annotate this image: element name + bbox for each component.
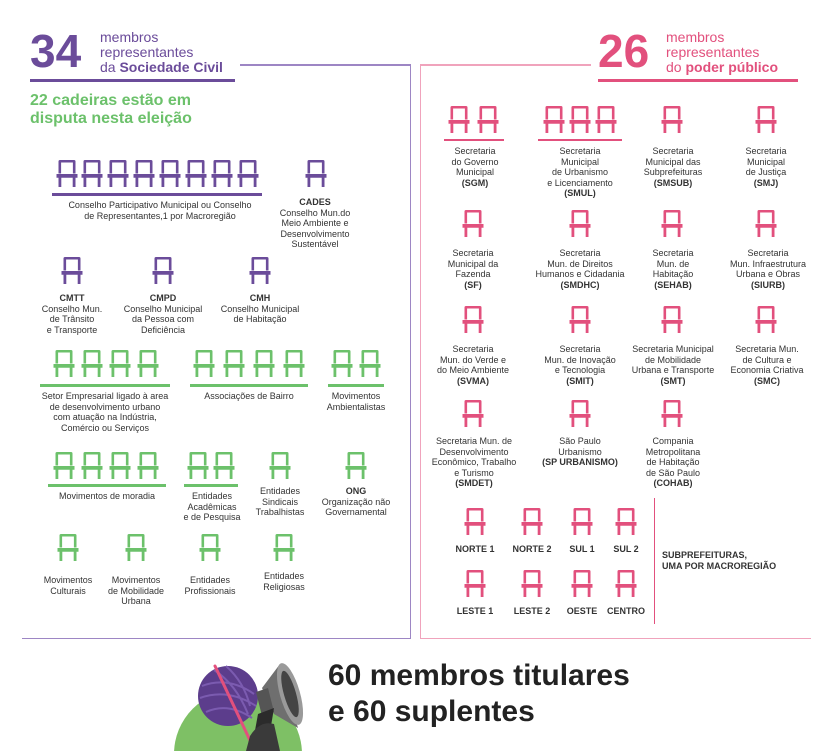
org-label-sehab: Secretaria Mun. de Habitação (SEHAB) bbox=[652, 248, 694, 290]
chair-icon bbox=[124, 532, 148, 562]
chair-icon bbox=[660, 208, 684, 238]
chair-icon bbox=[570, 568, 594, 598]
chair-icon bbox=[520, 568, 544, 598]
chair-icon bbox=[108, 348, 132, 378]
chair-icon bbox=[212, 450, 236, 480]
chair-icon bbox=[282, 348, 306, 378]
group-underline bbox=[190, 384, 308, 387]
chair-icon bbox=[272, 532, 296, 562]
chair-icon bbox=[210, 158, 234, 188]
chair-icon bbox=[108, 450, 132, 480]
chair-icon bbox=[56, 532, 80, 562]
chair-icon bbox=[132, 158, 156, 188]
group-underline bbox=[40, 384, 170, 387]
group-label-cades: CADES Conselho Mun.do Meio Ambiente e Desenvolvimento Sustentável bbox=[279, 197, 351, 249]
footer-text: 60 membros titulares e 60 suplentes bbox=[328, 659, 630, 728]
chair-icon bbox=[461, 304, 485, 334]
subs-label: SUBPREFEITURAS, UMA POR MACROREGIÃO bbox=[662, 550, 777, 571]
chair-icon bbox=[594, 104, 618, 134]
org-label-smul: Secretaria Municipal de Urbanismo e Licenciamento (SMUL) bbox=[547, 146, 613, 198]
chair-icon bbox=[236, 158, 260, 188]
chair-icon bbox=[568, 304, 592, 334]
megaphone-illustration bbox=[170, 636, 320, 751]
chair-icon bbox=[447, 104, 471, 134]
chair-icon bbox=[520, 506, 544, 536]
group-underline bbox=[184, 484, 238, 487]
chair-icon bbox=[136, 348, 160, 378]
sub-label-oeste: OESTE bbox=[566, 606, 598, 616]
group-label-moradia: Movimentos de moradia bbox=[58, 491, 156, 501]
public-count: 26 bbox=[598, 25, 650, 77]
org-label-siurb: Secretaria Mun. Infraestrutura Urbana e Obras (SIURB) bbox=[729, 248, 807, 290]
org-label-smit: Secretaria Mun. de Inovação e Tecnologia (SMIT) bbox=[544, 344, 616, 386]
group-label-religiosas: Entidades Religiosas bbox=[263, 571, 305, 592]
chair-icon bbox=[660, 304, 684, 334]
group-label-mobilidade: Movimentos de Mobilidade Urbana bbox=[107, 575, 165, 606]
group-label-ong: ONG Organização não Governamental bbox=[321, 486, 391, 517]
sub-label-norte-2: NORTE 2 bbox=[512, 544, 552, 554]
group-label-associacoes: Associações de Bairro bbox=[204, 391, 294, 401]
group-underline bbox=[328, 384, 384, 387]
chair-icon bbox=[136, 450, 160, 480]
group-label-cmpd: CMPD Conselho Municipal da Pessoa com Deficiência bbox=[123, 293, 203, 335]
group-label-culturais: Movimentos Culturais bbox=[43, 575, 93, 596]
org-label-smc: Secretaria Mun. de Cultura e Economia Criativa (SMC) bbox=[730, 344, 804, 386]
chair-icon bbox=[358, 348, 382, 378]
sub-label-leste-2: LESTE 2 bbox=[513, 606, 551, 616]
public-title: membros representantes do poder público bbox=[666, 29, 779, 75]
dispute-text: 22 cadeiras estão em disputa nesta eleição bbox=[30, 92, 192, 127]
group-underline bbox=[538, 139, 622, 141]
chair-icon bbox=[52, 450, 76, 480]
org-label-sp-urbanismo: São Paulo Urbanismo (SP URBANISMO) bbox=[542, 436, 618, 467]
chair-icon bbox=[330, 348, 354, 378]
chair-icon bbox=[660, 398, 684, 428]
chair-icon bbox=[614, 506, 638, 536]
org-label-sf: Secretaria Municipal da Fazenda (SF) bbox=[447, 248, 499, 290]
sub-label-leste-1: LESTE 1 bbox=[456, 606, 494, 616]
civil-title: membros representantes da Sociedade Civil bbox=[100, 29, 223, 75]
chair-icon bbox=[660, 104, 684, 134]
chair-icon bbox=[151, 255, 175, 285]
chair-icon bbox=[463, 568, 487, 598]
org-label-svma: Secretaria Mun. do Verde e do Meio Ambiente (SVMA) bbox=[436, 344, 510, 386]
civil-count: 34 bbox=[30, 25, 82, 77]
group-label-academicas: Entidades Acadêmicas e de Pesquisa bbox=[183, 491, 241, 522]
chair-icon bbox=[60, 255, 84, 285]
subs-bracket bbox=[648, 498, 655, 624]
chair-icon bbox=[80, 348, 104, 378]
chair-icon bbox=[542, 104, 566, 134]
chair-icon bbox=[568, 104, 592, 134]
chair-icon bbox=[184, 158, 208, 188]
group-label-cmh: CMH Conselho Municipal de Habitação bbox=[220, 293, 300, 324]
sub-label-sul-2: SUL 2 bbox=[613, 544, 639, 554]
chair-icon bbox=[461, 398, 485, 428]
group-underline bbox=[444, 139, 504, 141]
group-label-conselho-participativo: Conselho Participativo Municipal ou Conselho de Representantes,1 por Macroregião bbox=[68, 200, 252, 221]
org-label-cohab: Compania Metropolitana de Habitação de São Paulo (COHAB) bbox=[645, 436, 701, 488]
chair-icon bbox=[344, 450, 368, 480]
chair-icon bbox=[614, 568, 638, 598]
group-underline bbox=[52, 193, 262, 196]
chair-icon bbox=[106, 158, 130, 188]
chair-icon bbox=[304, 158, 328, 188]
chair-icon bbox=[268, 450, 292, 480]
group-label-profissionais: Entidades Profissionais bbox=[184, 575, 236, 596]
chair-icon bbox=[476, 104, 500, 134]
sub-label-sul-1: SUL 1 bbox=[569, 544, 595, 554]
chair-icon bbox=[570, 506, 594, 536]
chair-icon bbox=[222, 348, 246, 378]
chair-icon bbox=[80, 158, 104, 188]
chair-icon bbox=[754, 208, 778, 238]
chair-icon bbox=[158, 158, 182, 188]
chair-icon bbox=[192, 348, 216, 378]
org-label-smsub: Secretaria Municipal das Subprefeituras (SMSUB) bbox=[643, 146, 703, 188]
chair-icon bbox=[55, 158, 79, 188]
sub-label-norte-1: NORTE 1 bbox=[455, 544, 495, 554]
org-label-smj: Secretaria Municipal de Justiça (SMJ) bbox=[745, 146, 787, 188]
chair-icon bbox=[463, 506, 487, 536]
chair-icon bbox=[754, 304, 778, 334]
chair-icon bbox=[52, 348, 76, 378]
chair-icon bbox=[568, 398, 592, 428]
chair-icon bbox=[461, 208, 485, 238]
group-label-cmtt: CMTT Conselho Mun. de Trânsito e Transporte bbox=[41, 293, 103, 335]
chair-icon bbox=[80, 450, 104, 480]
org-label-smdhc: Secretaria Mun. de Direitos Humanos e Cidadania (SMDHC) bbox=[535, 248, 625, 290]
chair-icon bbox=[248, 255, 272, 285]
sub-label-centro: CENTRO bbox=[607, 606, 645, 616]
chair-icon bbox=[754, 104, 778, 134]
org-label-sgm: Secretaria do Governo Municipal (SGM) bbox=[451, 146, 499, 188]
group-label-ambientalistas: Movimentos Ambientalistas bbox=[326, 391, 386, 412]
chair-icon bbox=[198, 532, 222, 562]
group-underline bbox=[48, 484, 166, 487]
group-label-setor-empresarial: Setor Empresarial ligado à area de desenvolvimento urbano com atuação na Indústria, Comércio ou Serviços bbox=[41, 391, 169, 433]
group-label-sindicais: Entidades Sindicais Trabalhistas bbox=[255, 486, 305, 517]
org-label-smt: Secretaria Municipal de Mobilidade Urbana e Transporte (SMT) bbox=[631, 344, 715, 386]
org-label-smdet: Secretaria Mun. de Desenvolvimento Econômico, Trabalho e Turismo (SMDET) bbox=[431, 436, 517, 488]
chair-icon bbox=[186, 450, 210, 480]
chair-icon bbox=[252, 348, 276, 378]
chair-icon bbox=[568, 208, 592, 238]
